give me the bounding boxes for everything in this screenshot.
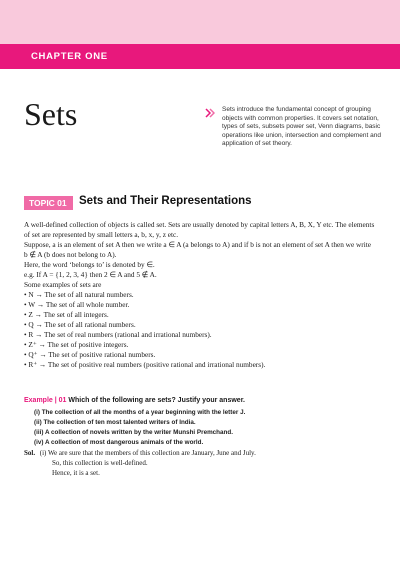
list-item: • W → The set of all whole number.: [24, 300, 130, 309]
example-heading: [24, 397, 245, 404]
list-item: • N → The set of all natural numbers.: [24, 290, 134, 299]
body-line: b ∉ A (b does not belong to A).: [24, 250, 117, 259]
body-line: A well-defined collection of objects is called set. Sets are usually denoted by capital letters A, B, X, Y etc. The elements: [24, 220, 375, 229]
body-line: Suppose, a is an element of set A then we write a ∈ A (a belongs to A) and if b is not an element of set A then we write: [24, 240, 372, 249]
solution-label: Sol.: [24, 449, 36, 457]
body-line: of set are represented by small letters a, b, x, y, z etc.: [24, 230, 179, 239]
list-item: • Q → The set of all rational numbers.: [24, 320, 136, 329]
list-item: • R⁺ → The set of positive real numbers (positive rational and irrational numbers).: [24, 360, 266, 369]
topic-badge: TOPIC 01: [24, 196, 73, 210]
solution: [24, 448, 256, 478]
example-label: Example | 01: [24, 397, 67, 404]
example-items: [34, 408, 245, 448]
chapter-intro: Sets introduce the fundamental concept of grouping objects with common properties. It covers set notation, types of sets, subsets power set, Venn diagrams, basic operations like union, intersection and complement and application of set theory.: [222, 106, 381, 148]
solution-line: (i) We are sure that the members of this collection are January, June and July.: [39, 449, 256, 457]
list-item: • Q⁺ → The set of positive rational numbers.: [24, 350, 156, 359]
topic-title: Sets and Their Representations: [79, 195, 252, 207]
body-line: Here, the word ‘belongs to’ is denoted by ∈.: [24, 260, 155, 269]
example-question: Which of the following are sets? Justify your answer.: [68, 397, 245, 404]
header-tint: [0, 0, 400, 44]
body-line: e.g. If A = {1, 2, 3, 4} then 2 ∈ A and 5 ∉ A.: [24, 270, 157, 279]
list-item: (iii) A collection of novels written by the writer Munshi Premchand.: [34, 429, 233, 436]
list-item: • R → The set of real numbers (rational and irrational numbers).: [24, 330, 212, 339]
solution-line: So, this collection is well-defined.: [52, 459, 148, 467]
chapter-label: CHAPTER ONE: [31, 51, 108, 62]
list-item: (i) The collection of all the months of a year beginning with the letter J.: [34, 409, 246, 416]
solution-line: Hence, it is a set.: [52, 469, 100, 477]
examples-intro: Some examples of sets are: [24, 280, 102, 289]
list-item: (iv) A collection of most dangerous animals of the world.: [34, 439, 204, 446]
list-item: • Z⁺ → The set of positive integers.: [24, 340, 129, 349]
list-item: (ii) The collection of ten most talented writers of India.: [34, 419, 196, 426]
body-text: [24, 220, 380, 370]
list-item: • Z → The set of all integers.: [24, 310, 109, 319]
chapter-title: Sets: [24, 96, 78, 132]
chevron-bullet-icon: [205, 108, 215, 118]
